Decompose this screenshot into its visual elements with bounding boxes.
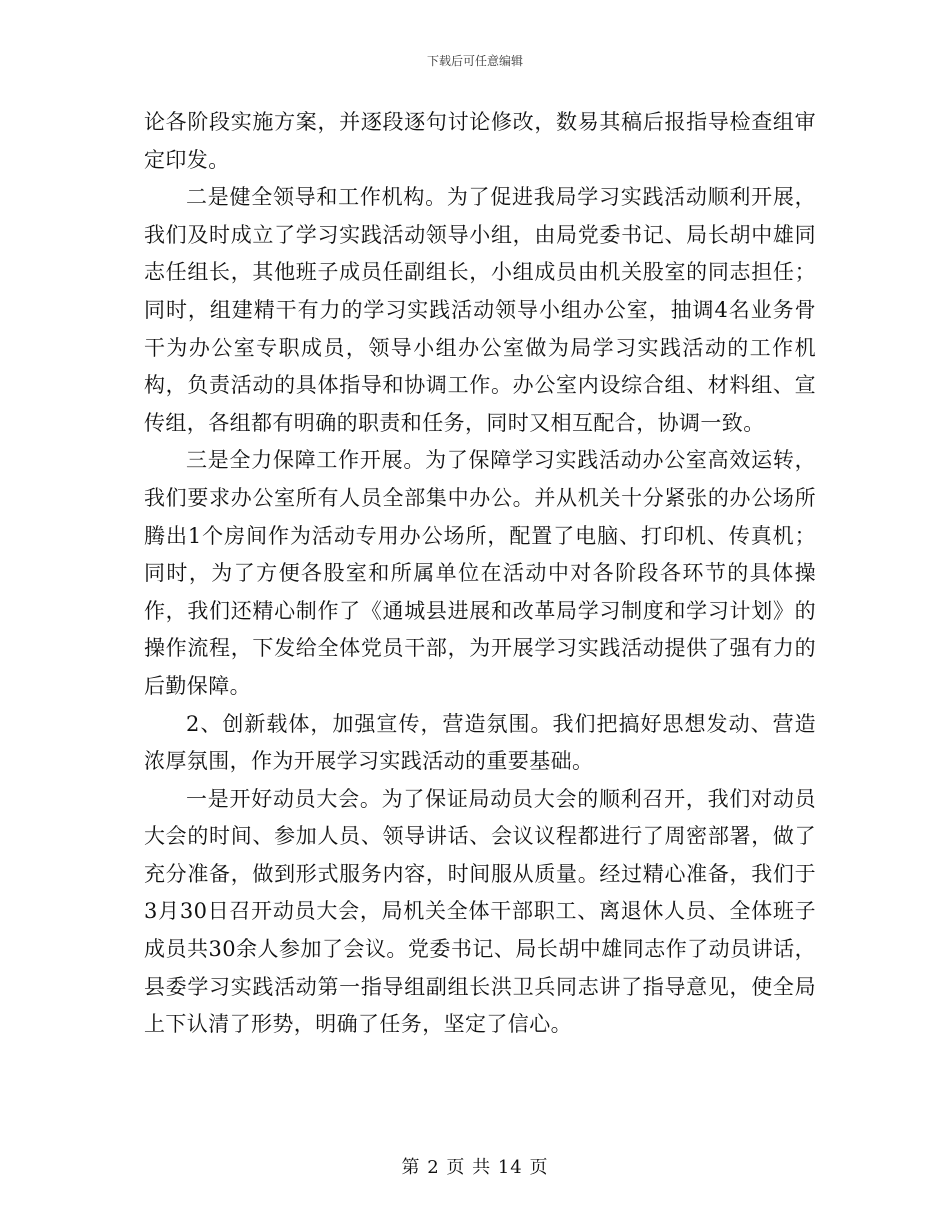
- document-body: [144, 104, 816, 1044]
- page-header: 下载后可任意编辑: [426, 54, 523, 68]
- paragraph-3: 三是全力保障工作开展。为了保障学习实践活动办公室高效运转，我们要求办公室所有人员全部集中办公。并从机关十分紧张的办公场所腾出1个房间作为活动专用办公场所，配置了电脑、打印机、传真机；同时，为了方便各股室和所属单位在活动中对各阶段各环节的具体操作，我们还精心制作了《通城县进展和改革局学习制度和学习计划》的操作流程，下发给全体党员干部，为开展学习实践活动提供了强有力的后勤保障。: [144, 448, 816, 698]
- page-number: 第 2 页 共 14 页: [401, 1157, 549, 1178]
- paragraph-1: 论各阶段实施方案，并逐段逐句讨论修改，数易其稿后报指导检查组审定印发。: [144, 110, 816, 172]
- paragraph-5: 一是开好动员大会。为了保证局动员大会的顺利召开，我们对动员大会的时间、参加人员、领导讲话、会议议程都进行了周密部署，做了充分准备，做到形式服务内容，时间服从质量。经过精心准备，我们于3月30日召开动员大会，局机关全体干部职工、离退休人员、全体班子成员共30余人参加了会议。党委书记、局长胡中雄同志作了动员讲话，县委学习实践活动第一指导组副组长洪卫兵同志讲了指导意见，使全局上下认清了形势，明确了任务，坚定了信心。: [144, 786, 816, 1037]
- paragraph-2: 二是健全领导和工作机构。为了促进我局学习实践活动顺利开展，我们及时成立了学习实践活动领导小组，由局党委书记、局长胡中雄同志任组长，其他班子成员任副组长，小组成员由机关股室的同志担任；同时，组建精干有力的学习实践活动领导小组办公室，抽调4名业务骨干为办公室专职成员，领导小组办公室做为局学习实践活动的工作机构，负责活动的具体指导和协调工作。办公室内设综合组、材料组、宣传组，各组都有明确的职责和任务，同时又相互配合，协调一致。: [144, 185, 816, 435]
- paragraph-4: 2、创新载体，加强宣传，营造氛围。我们把搞好思想发动、营造浓厚氛围，作为开展学习实践活动的重要基础。: [144, 711, 816, 774]
